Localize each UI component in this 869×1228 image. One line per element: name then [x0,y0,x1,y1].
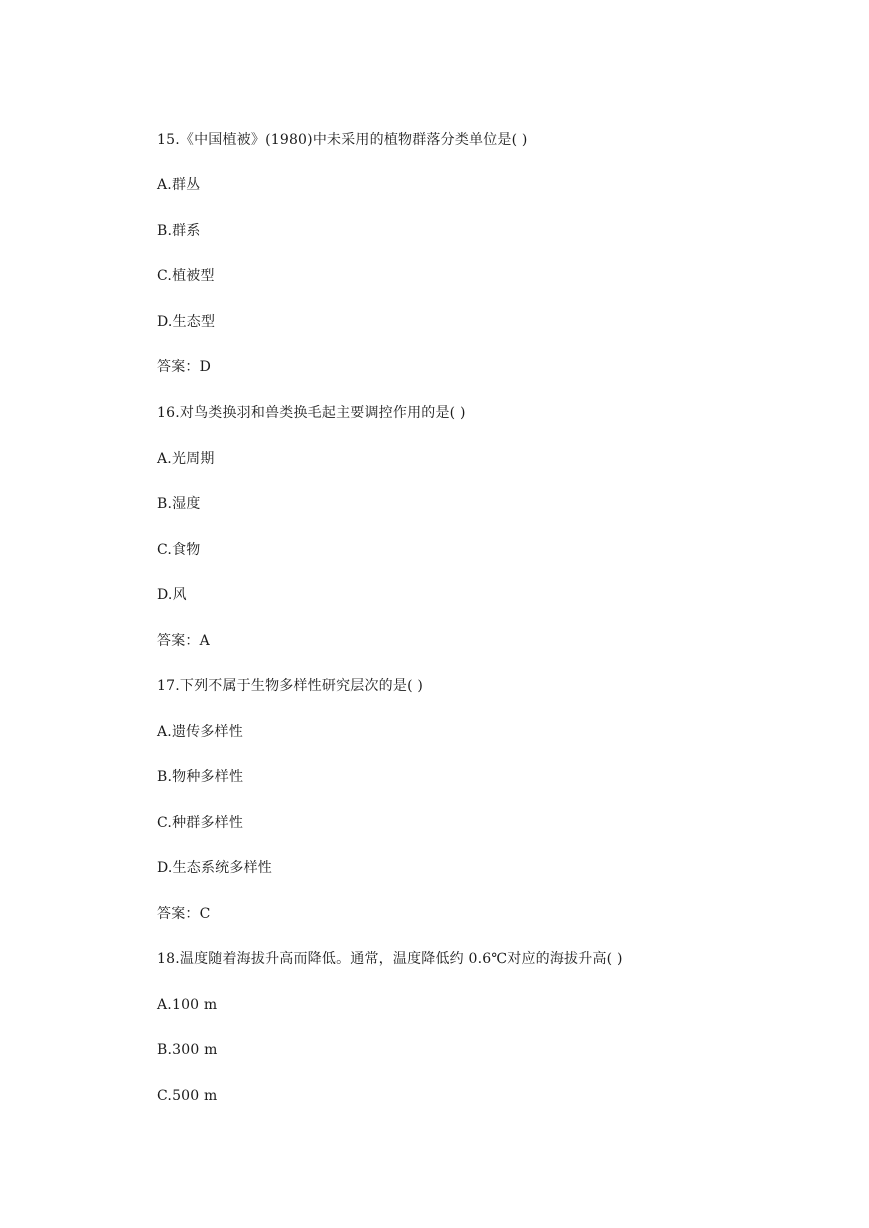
q15-option-c: C.植被型 [157,268,215,284]
q16-option-c: C.食物 [157,542,201,558]
q17-option-b: B.物种多样性 [157,769,244,785]
question-18: 18.温度随着海拔升高而降低。通常，温度降低约 0.6℃对应的海拔升高( ) [157,951,623,967]
q18-option-b: B.300 m [157,1042,218,1058]
q18-option-c: C.500 m [157,1088,218,1104]
q17-answer: 答案：C [157,906,211,922]
q15-answer: 答案：D [157,359,212,375]
q15-option-b: B.群系 [157,223,201,239]
q17-option-a: A.遗传多样性 [157,724,243,740]
q16-option-a: A.光周期 [157,451,215,467]
q15-option-a: A.群丛 [157,177,201,193]
question-16: 16.对鸟类换羽和兽类换毛起主要调控作用的是( ) [157,405,466,421]
q17-option-d: D.生态系统多样性 [157,860,272,876]
question-17: 17.下列不属于生物多样性研究层次的是( ) [157,678,424,694]
question-15: 15.《中国植被》(1980)中未采用的植物群落分类单位是( ) [157,132,528,148]
q17-option-c: C.种群多样性 [157,815,244,831]
q18-option-a: A.100 m [157,997,218,1013]
q15-option-d: D.生态型 [157,314,216,330]
q16-option-b: B.湿度 [157,496,201,512]
q16-option-d: D.风 [157,587,187,603]
q16-answer: 答案：A [157,633,210,649]
